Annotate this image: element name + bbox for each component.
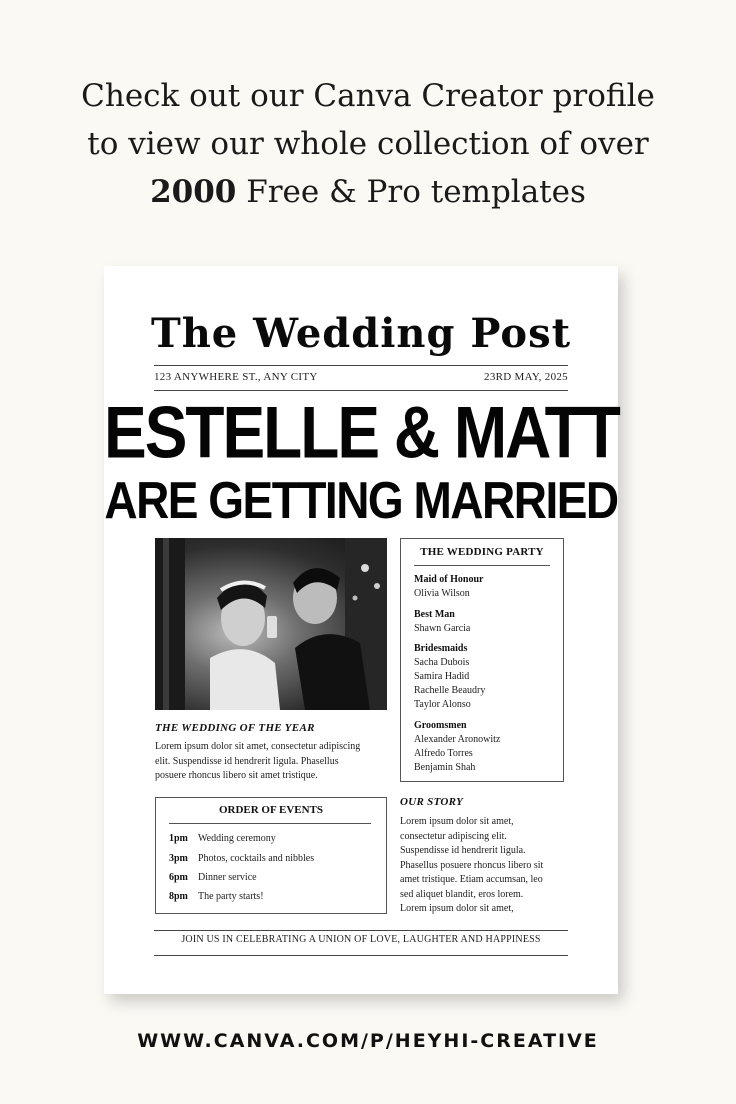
party-name: Taylor Alonso bbox=[414, 699, 471, 710]
party-role: Best Man bbox=[414, 609, 455, 620]
masthead: The Wedding Post bbox=[150, 310, 572, 357]
divider bbox=[154, 930, 568, 931]
headline-names: ESTELLE & MATT bbox=[104, 390, 619, 474]
party-name: Benjamin Shah bbox=[414, 762, 476, 773]
wedding-party-box bbox=[400, 538, 564, 782]
party-name: Olivia Wilson bbox=[414, 588, 470, 599]
story-title: OUR STORY bbox=[400, 796, 464, 808]
promo-text bbox=[0, 72, 736, 216]
event-time: 1pm bbox=[169, 833, 188, 844]
story-line: amet tristique. Etiam accumsan, leo bbox=[400, 874, 543, 885]
creator-url[interactable]: WWW.CANVA.COM/P/HEYHI-CREATIVE bbox=[137, 1030, 599, 1052]
newspaper-template[interactable] bbox=[104, 266, 618, 994]
feature-line: Lorem ipsum dolor sit amet, consectetur adipiscing bbox=[155, 741, 361, 752]
feature-line: elit. Suspendisse id hendrerit ligula. Phasellus bbox=[155, 755, 339, 767]
event-time: 3pm bbox=[169, 853, 188, 864]
couple-photo bbox=[155, 538, 387, 710]
address: 123 ANYWHERE ST., ANY CITY bbox=[154, 371, 318, 383]
feature-title: THE WEDDING OF THE YEAR bbox=[155, 722, 315, 734]
footer-tagline: JOIN US IN CELEBRATING A UNION OF LOVE, LAUGHTER AND HAPPINESS bbox=[181, 934, 541, 945]
events-title: ORDER OF EVENTS bbox=[218, 804, 324, 816]
event-time: 6pm bbox=[169, 872, 188, 883]
promo-line-3-rest: Free & Pro templates bbox=[236, 174, 586, 210]
story-line: Phasellus posuere rhoncus libero sit bbox=[400, 859, 544, 871]
story-line: Lorem ipsum dolor sit amet, bbox=[400, 903, 514, 914]
promo-line-2: to view our whole collection of over bbox=[87, 126, 649, 162]
feature-line: posuere rhoncus libero sit amet tristique. bbox=[155, 770, 318, 781]
party-role: Maid of Honour bbox=[414, 574, 484, 585]
feature-body bbox=[155, 740, 360, 784]
divider bbox=[169, 823, 371, 824]
divider bbox=[414, 565, 550, 566]
promo-count: 2000 bbox=[150, 174, 237, 210]
party-name: Samira Hadid bbox=[414, 671, 470, 682]
story-line: consectetur adipiscing elit. bbox=[400, 830, 507, 842]
event-desc: The party starts! bbox=[198, 891, 264, 902]
party-role: Bridesmaids bbox=[414, 643, 468, 654]
party-name: Alfredo Torres bbox=[414, 748, 473, 759]
divider bbox=[154, 955, 568, 956]
issue-date: 23RD MAY, 2025 bbox=[484, 371, 568, 383]
party-name: Shawn Garcia bbox=[414, 623, 471, 634]
event-time: 8pm bbox=[169, 891, 188, 902]
story-line: Suspendisse id hendrerit ligula. bbox=[400, 845, 526, 856]
event-desc: Dinner service bbox=[198, 872, 257, 883]
promo-line-1: Check out our Canva Creator profile bbox=[81, 78, 655, 114]
headline-subtitle: ARE GETTING MARRIED bbox=[104, 470, 618, 530]
promo-line-3 bbox=[0, 168, 736, 216]
party-role: Groomsmen bbox=[414, 720, 467, 731]
party-name: Sacha Dubois bbox=[414, 657, 470, 668]
story-body bbox=[400, 815, 543, 917]
divider bbox=[154, 365, 568, 366]
wedding-party-title: THE WEDDING PARTY bbox=[420, 546, 544, 558]
event-desc: Wedding ceremony bbox=[198, 833, 276, 844]
party-name: Rachelle Beaudry bbox=[414, 685, 486, 696]
story-line: sed aliquet blandit, eros lorem. bbox=[400, 888, 524, 900]
event-desc: Photos, cocktails and nibbles bbox=[198, 853, 315, 864]
order-of-events-box bbox=[155, 797, 387, 914]
story-line: Lorem ipsum dolor sit amet, bbox=[400, 816, 514, 827]
party-name: Alexander Aronowitz bbox=[414, 734, 501, 745]
